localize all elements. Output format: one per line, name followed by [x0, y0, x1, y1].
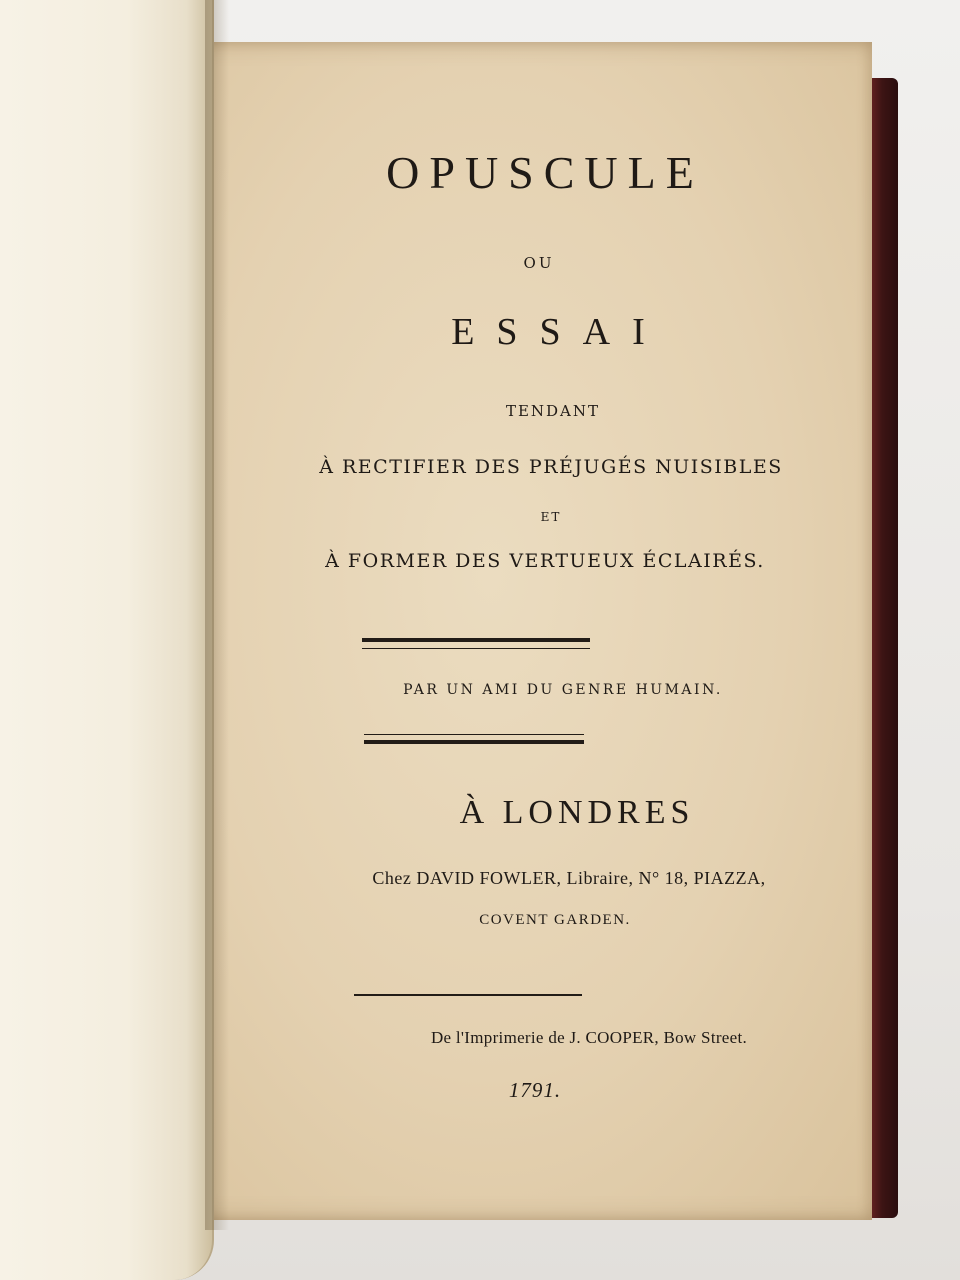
imprint-printer: De l'Imprimerie de J. COOPER, Bow Street.	[430, 1028, 748, 1047]
title-page	[178, 42, 872, 1220]
book-subtitle: ESSAI	[451, 311, 667, 353]
subtitle-tendant: TENDANT	[505, 402, 601, 420]
subtitle-conjunction-et: ET	[540, 510, 562, 524]
imprint-bookseller: Chez DAVID FOWLER, Libraire, N° 18, PIAZZA,	[372, 868, 766, 888]
gutter-shadow	[205, 0, 229, 1230]
ornamental-rule-bottom-thin	[364, 734, 584, 735]
subtitle-line-former: À FORMER DES VERTUEUX ÉCLAIRÉS.	[325, 550, 765, 572]
subtitle-line-rectifier: À RECTIFIER DES PRÉJUGÉS NUISIBLES	[319, 456, 783, 478]
imprint-divider-rule	[354, 994, 582, 996]
title-conjunction: OU	[523, 254, 555, 272]
ornamental-rule-top-thick	[362, 638, 590, 642]
blank-facing-leaf	[0, 0, 214, 1280]
imprint-year: 1791.	[508, 1078, 562, 1102]
author-line: PAR UN AMI DU GENRE HUMAIN.	[403, 682, 723, 698]
ornamental-rule-top-thin	[362, 648, 590, 649]
book-title: OPUSCULE	[386, 147, 704, 198]
ornamental-rule-bottom-thick	[364, 740, 584, 744]
imprint-place: À LONDRES	[459, 794, 695, 831]
imprint-bookseller-address: COVENT GARDEN.	[479, 912, 631, 928]
